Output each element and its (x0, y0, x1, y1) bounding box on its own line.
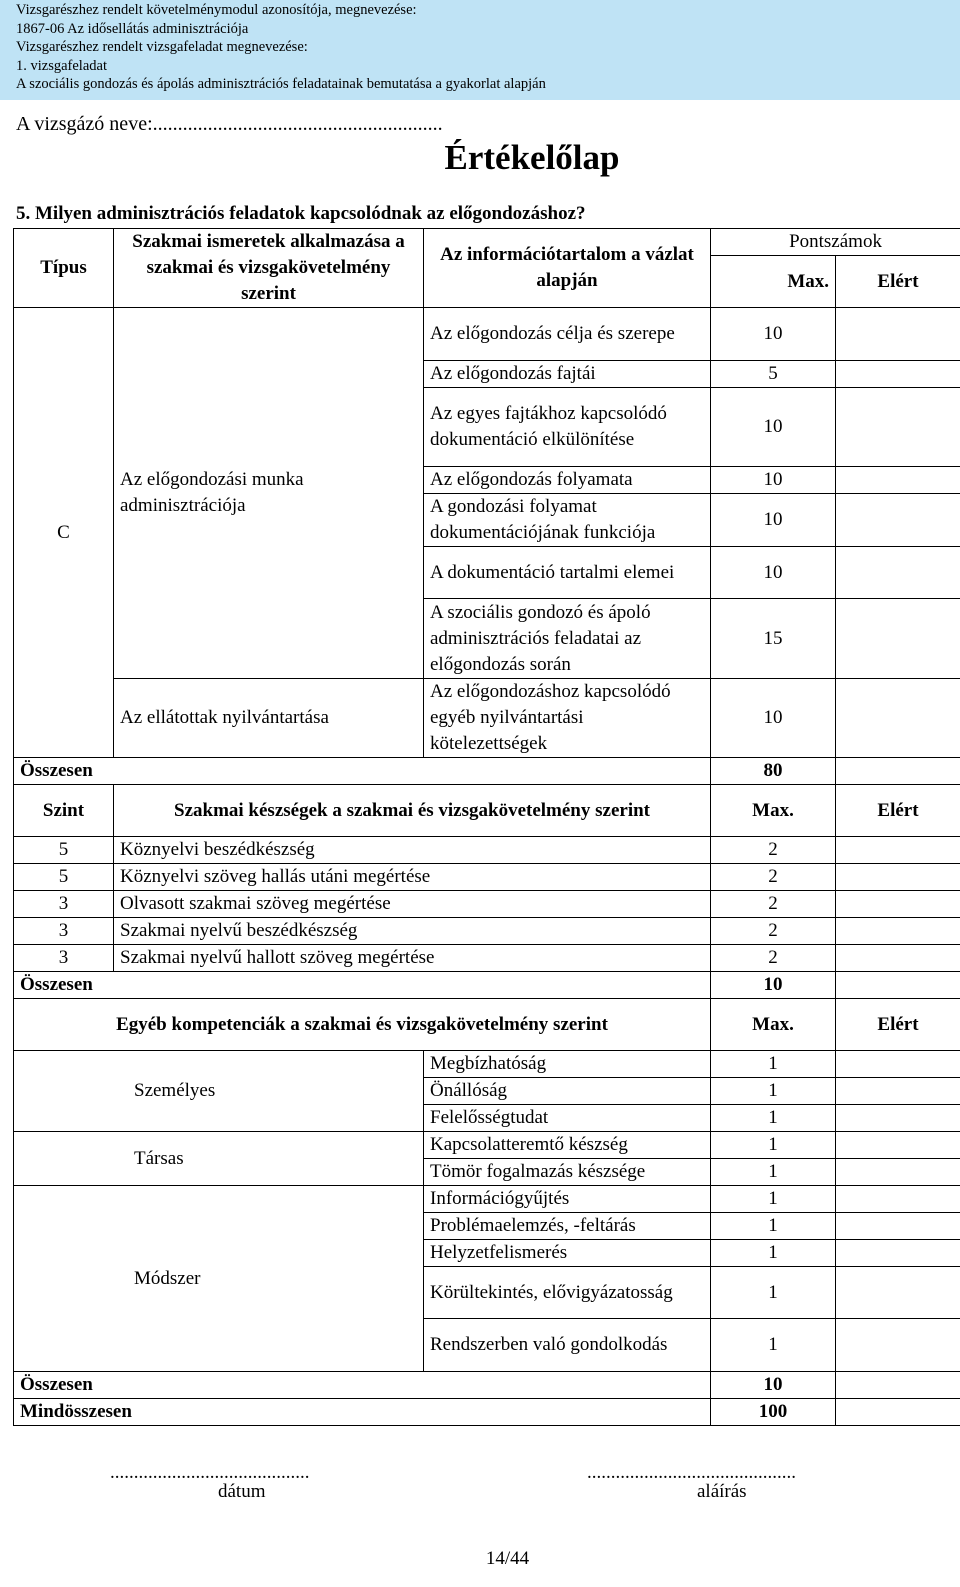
skill-achieved[interactable] (836, 945, 960, 972)
competency-max: 1 (711, 1319, 836, 1372)
header-achieved: Elért (836, 785, 960, 837)
competency-text: Információgyűjtés (424, 1186, 711, 1213)
competency-achieved[interactable] (836, 1319, 960, 1372)
grand-total-achieved[interactable] (836, 1399, 960, 1426)
category-personal: Személyes (14, 1051, 424, 1132)
header-achieved: Elért (836, 999, 960, 1051)
competency-text: Felelősségtudat (424, 1105, 711, 1132)
competency-total-max: 10 (711, 1372, 836, 1399)
criterion-max: 10 (711, 547, 836, 599)
header-information-content: Az információtartalom a vázlat alapján (424, 229, 711, 308)
header-level: Szint (14, 785, 114, 837)
skill-achieved[interactable] (836, 918, 960, 945)
competency-text: Tömör fogalmazás készsége (424, 1159, 711, 1186)
topic-client-records: Az ellátottak nyilvántartása (114, 679, 424, 758)
total-achieved[interactable] (836, 758, 960, 785)
competency-text: Körültekintés, elővigyázatosság (424, 1267, 711, 1319)
criterion-achieved[interactable] (836, 361, 960, 388)
competency-text: Kapcsolatteremtő készség (424, 1132, 711, 1159)
competency-achieved[interactable] (836, 1132, 960, 1159)
page-title: Értékelőlap (444, 138, 620, 177)
document-header (0, 0, 960, 100)
criterion-achieved[interactable] (836, 547, 960, 599)
category-method: Módszer (14, 1186, 424, 1372)
criterion-max: 5 (711, 361, 836, 388)
criterion-max: 15 (711, 599, 836, 679)
competency-text: Problémaelemzés, -feltárás (424, 1213, 711, 1240)
candidate-name-field[interactable]: A vizsgázó neve:.......................................................... (16, 113, 443, 135)
criterion-achieved[interactable] (836, 679, 960, 758)
date-label: dátum (218, 1481, 266, 1502)
skills-total-achieved[interactable] (836, 972, 960, 999)
criterion-text: A dokumentáció tartalmi elemei (424, 547, 711, 599)
skill-achieved[interactable] (836, 837, 960, 864)
criterion-max: 10 (711, 308, 836, 361)
criterion-achieved[interactable] (836, 467, 960, 494)
category-social: Társas (14, 1132, 424, 1186)
skill-max: 2 (711, 837, 836, 864)
criterion-max: 10 (711, 679, 836, 758)
skill-text: Köznyelvi szöveg hallás utáni megértése (114, 864, 711, 891)
competency-achieved[interactable] (836, 1213, 960, 1240)
competency-max: 1 (711, 1105, 836, 1132)
total-max: 80 (711, 758, 836, 785)
skill-max: 2 (711, 918, 836, 945)
signature-label: aláírás (697, 1481, 747, 1502)
skills-total-label: Összesen (14, 972, 711, 999)
topic-pre-care-admin: Az előgondozási munka adminisztrációja (114, 308, 424, 679)
criterion-text: Az előgondozáshoz kapcsolódó egyéb nyilvántartási kötelezettségek (424, 679, 711, 758)
competency-max: 1 (711, 1213, 836, 1240)
skills-total-max: 10 (711, 972, 836, 999)
competency-achieved[interactable] (836, 1159, 960, 1186)
header-line-4: 1. vizsgafeladat (16, 57, 107, 74)
skill-max: 2 (711, 891, 836, 918)
competency-max: 1 (711, 1159, 836, 1186)
competency-max: 1 (711, 1132, 836, 1159)
skill-achieved[interactable] (836, 864, 960, 891)
page-number: 14/44 (485, 1548, 530, 1569)
criterion-text: Az előgondozás folyamata (424, 467, 711, 494)
competency-achieved[interactable] (836, 1051, 960, 1078)
competency-achieved[interactable] (836, 1240, 960, 1267)
header-line-5: A szociális gondozás és ápolás adminisztrációs feladatainak bemutatása a gyakorlat alapján (16, 76, 546, 92)
header-points: Pontszámok (711, 229, 960, 256)
competency-achieved[interactable] (836, 1267, 960, 1319)
header-line-2: 1867-06 Az idősellátás adminisztrációja (16, 20, 249, 37)
competency-max: 1 (711, 1051, 836, 1078)
skill-text: Szakmai nyelvű beszédkészség (114, 918, 711, 945)
skill-text: Szakmai nyelvű hallott szöveg megértése (114, 945, 711, 972)
header-max: Max. (711, 999, 836, 1051)
competency-text: Helyzetfelismerés (424, 1240, 711, 1267)
header-other-competencies: Egyéb kompetenciák a szakmai és vizsgakövetelmény szerint (14, 999, 711, 1051)
competency-max: 1 (711, 1267, 836, 1319)
competency-text: Megbízhatóság (424, 1051, 711, 1078)
criterion-text: Az előgondozás fajtái (424, 361, 711, 388)
header-skills: Szakmai készségek a szakmai és vizsgakövetelmény szerint (114, 785, 711, 837)
header-professional-knowledge: Szakmai ismeretek alkalmazása a szakmai és vizsgakövetelmény szerint (114, 229, 424, 308)
criterion-max: 10 (711, 494, 836, 547)
skill-level: 3 (14, 918, 114, 945)
criterion-achieved[interactable] (836, 308, 960, 361)
skill-max: 2 (711, 945, 836, 972)
criterion-text: Az előgondozás célja és szerepe (424, 308, 711, 361)
criterion-achieved[interactable] (836, 388, 960, 467)
competency-achieved[interactable] (836, 1105, 960, 1132)
header-type: Típus (14, 229, 114, 308)
grand-total-max: 100 (711, 1399, 836, 1426)
header-max: Max. (711, 256, 836, 308)
skill-level: 5 (14, 864, 114, 891)
total-label: Összesen (14, 758, 711, 785)
criterion-achieved[interactable] (836, 494, 960, 547)
header-line-3: Vizsgarészhez rendelt vizsgafeladat megnevezése: (16, 39, 308, 55)
criterion-text: A szociális gondozó és ápoló adminisztrációs feladatai az előgondozás során (424, 599, 711, 679)
header-max: Max. (711, 785, 836, 837)
evaluation-table (13, 228, 960, 1426)
signature-line[interactable]: ............................................ (587, 1462, 796, 1483)
date-line[interactable]: .......................................... (110, 1462, 310, 1483)
question-title: 5. Milyen adminisztrációs feladatok kapcsolódnak az előgondozáshoz? (16, 203, 586, 224)
skill-level: 3 (14, 945, 114, 972)
criterion-max: 10 (711, 467, 836, 494)
competency-achieved[interactable] (836, 1078, 960, 1105)
criterion-text: A gondozási folyamat dokumentációjának funkciója (424, 494, 711, 547)
competency-text: Rendszerben való gondolkodás (424, 1319, 711, 1372)
skill-text: Köznyelvi beszédkészség (114, 837, 711, 864)
type-c: C (14, 308, 114, 758)
skill-level: 5 (14, 837, 114, 864)
criterion-achieved[interactable] (836, 599, 960, 679)
competency-total-achieved[interactable] (836, 1372, 960, 1399)
competency-max: 1 (711, 1240, 836, 1267)
header-line-1: Vizsgarészhez rendelt követelménymodul azonosítója, megnevezése: (16, 2, 417, 18)
criterion-max: 10 (711, 388, 836, 467)
competency-text: Önállóság (424, 1078, 711, 1105)
competency-max: 1 (711, 1078, 836, 1105)
competency-achieved[interactable] (836, 1186, 960, 1213)
skill-max: 2 (711, 864, 836, 891)
skill-achieved[interactable] (836, 891, 960, 918)
header-achieved: Elért (836, 256, 960, 308)
criterion-text: Az egyes fajtákhoz kapcsolódó dokumentáció elkülönítése (424, 388, 711, 467)
competency-max: 1 (711, 1186, 836, 1213)
competency-total-label: Összesen (14, 1372, 711, 1399)
skill-level: 3 (14, 891, 114, 918)
grand-total-label: Mindösszesen (14, 1399, 711, 1426)
skill-text: Olvasott szakmai szöveg megértése (114, 891, 711, 918)
